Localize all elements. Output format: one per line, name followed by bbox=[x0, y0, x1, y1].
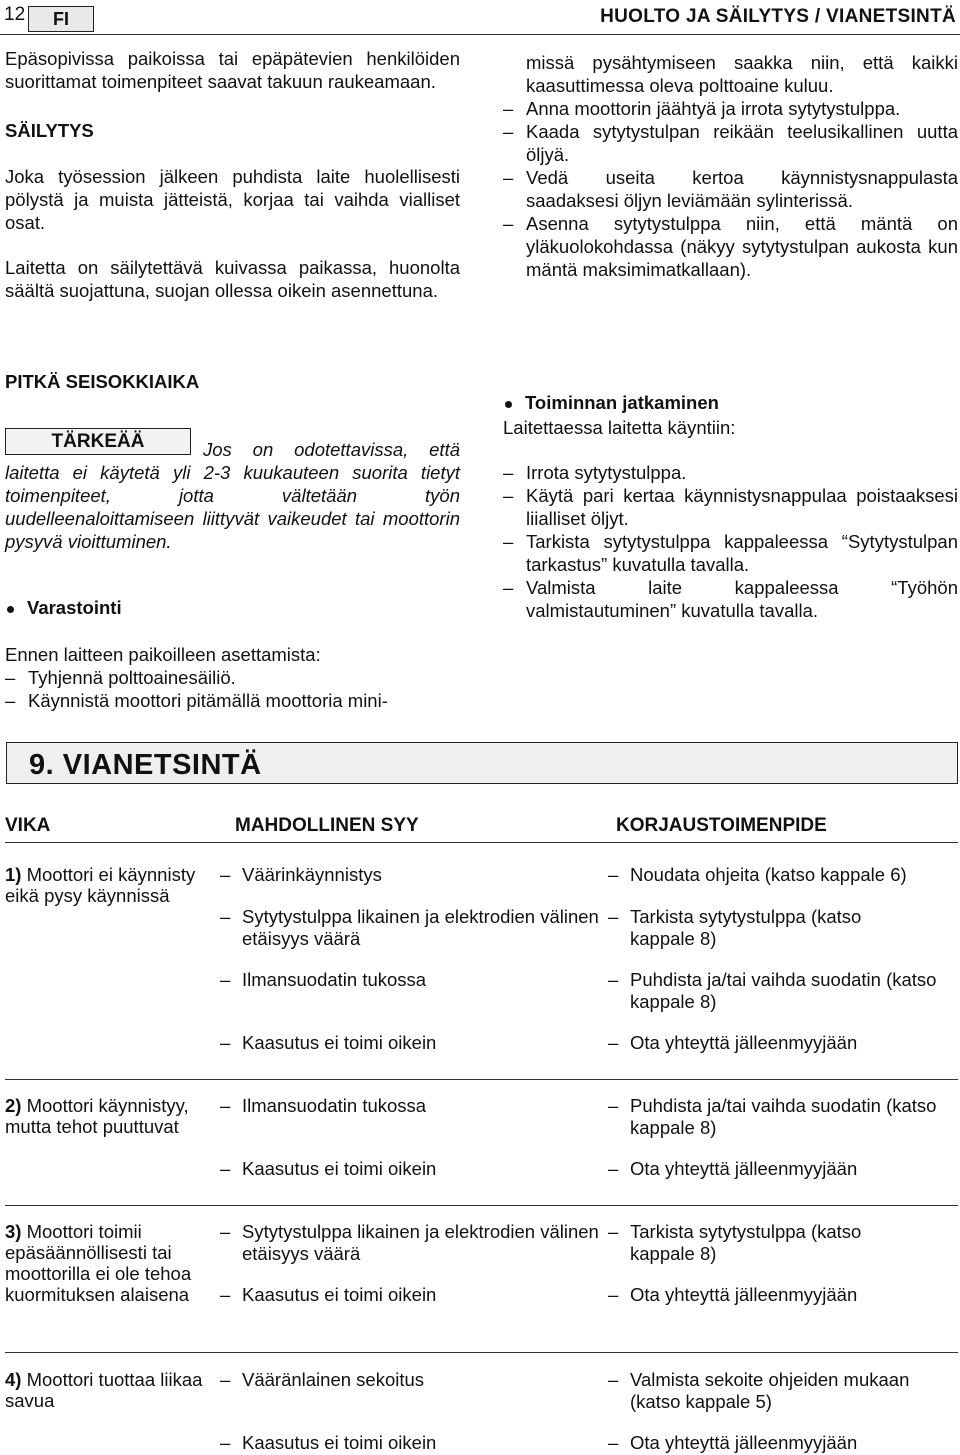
fault-1-cause-4: – Kaasutus ei toimi oikein bbox=[220, 1032, 612, 1054]
fault-1-fix-3: – Puhdista ja/tai vaihda suodatin (katso kappale 8) bbox=[608, 969, 950, 1012]
fault-4-cause-1: – Vääränlainen sekoitus bbox=[220, 1369, 612, 1391]
storing-heading: Varastointi bbox=[5, 597, 482, 619]
fault-1-cause-1: – Väärinkäynnistys bbox=[220, 864, 612, 886]
fault-number: 1) bbox=[5, 864, 22, 885]
fault-2-fix-1: – Puhdista ja/tai vaihda suodatin (katso kappale 8) bbox=[608, 1095, 950, 1138]
storage-continuation: missä pysähtymiseen saakka niin, että kaikki kaasuttimessa oleva polttoaine kuluu. bbox=[526, 52, 958, 96]
fault-number: 3) bbox=[5, 1221, 22, 1242]
fault-4-cause-2: – Kaasutus ei toimi oikein bbox=[220, 1432, 612, 1454]
fault-2-cause-2: – Kaasutus ei toimi oikein bbox=[220, 1158, 612, 1180]
long-storage-heading: PITKÄ SEISOKKIAIKA bbox=[5, 371, 200, 392]
important-text: Jos on odotettavissa, että laitetta ei käytetä yli 2-3 kuukauteen suorita tietyt toimenpiteet, jotta vältetään työn uudelleenaloittamiseen liittyvät vaikeudet tai moottorin pysyvä vioittuminen. bbox=[5, 439, 460, 552]
list-item: – Valmista laite kappaleessa “Työhön valmistautuminen” kuvatulla tavalla. bbox=[503, 576, 958, 622]
row-divider bbox=[5, 1205, 958, 1206]
header-rule bbox=[0, 34, 960, 35]
list-item: – Anna moottorin jäähtyä ja irrota sytytystulppa. bbox=[503, 97, 958, 120]
list-item: – Tarkista sytytystulppa kappaleessa “Sytytystulpan tarkastus” kuvatulla tavalla. bbox=[503, 530, 958, 576]
row-divider bbox=[5, 1352, 958, 1353]
list-item: – Irrota sytytystulppa. bbox=[503, 461, 958, 484]
storing-steps-list bbox=[5, 666, 460, 712]
table-header-rule bbox=[5, 842, 958, 843]
list-item: – Asenna sytytystulppa niin, että mäntä on yläkuolokohdassa (näkyy sytytystulpan aukosta kun mäntä maksimimatkallaan). bbox=[503, 212, 958, 281]
fault-2-fix-2: – Ota yhteyttä jälleenmyyjään bbox=[608, 1158, 960, 1180]
column-header-fix: KORJAUSTOIMENPIDE bbox=[616, 815, 827, 836]
storage-paragraph-2: Laitetta on säilytettävä kuivassa paikassa, huonolta säältä suojattuna, suojan ollessa oikein asennettuna. bbox=[5, 257, 460, 301]
column-header-cause: MAHDOLLINEN SYY bbox=[235, 815, 419, 836]
fault-3-fix-1: – Tarkista sytytystulppa (katso kappale 8) bbox=[608, 1221, 870, 1264]
storage-paragraph-1: Joka työsession jälkeen puhdista laite huolellisesti pölystä ja muista jätteistä, korjaa tai vaihda vialliset osat. bbox=[5, 166, 460, 233]
column-header-fault: VIKA bbox=[5, 815, 51, 836]
storage-heading: SÄILYTYS bbox=[5, 120, 94, 141]
row-divider bbox=[5, 1079, 958, 1080]
list-item: – Kaada sytytystulpan reikään teelusikallinen uutta öljyä. bbox=[503, 120, 958, 166]
fault-number: 2) bbox=[5, 1095, 22, 1116]
fault-text: Moottori toimii epäsäännöllisesti tai moottorilla ei ole tehoa kuormituksen alaisena bbox=[5, 1221, 192, 1305]
resume-steps-list bbox=[503, 461, 958, 622]
fault-1-cause-2: – Sytytystulppa likainen ja elektrodien välinen etäisyys väärä bbox=[220, 906, 612, 949]
fault-4 bbox=[5, 1369, 205, 1411]
fault-1 bbox=[5, 864, 205, 906]
language-badge: FI bbox=[28, 6, 94, 32]
fault-text: Moottori ei käynnisty eikä pysy käynnissä bbox=[5, 864, 196, 906]
storage-steps-list bbox=[503, 97, 958, 281]
fault-4-fix-1: – Valmista sekoite ohjeiden mukaan (katso kappale 5) bbox=[608, 1369, 960, 1412]
warranty-note: Epäsopivissa paikoissa tai epäpätevien henkilöiden suorittamat toimenpiteet saavat takuun raukeamaan. bbox=[5, 48, 460, 92]
fault-3-cause-2: – Kaasutus ei toimi oikein bbox=[220, 1284, 612, 1306]
fault-2 bbox=[5, 1095, 205, 1137]
fault-3 bbox=[5, 1221, 205, 1305]
running-title: HUOLTO JA SÄILYTYS / VIANETSINTÄ bbox=[600, 6, 956, 27]
page-number: 12 bbox=[4, 4, 26, 25]
storing-intro: Ennen laitteen paikoilleen asettamista: bbox=[5, 644, 321, 665]
list-item: – Vedä useita kertoa käynnistysnappulasta saadaksesi öljyn leviämään sylinterissä. bbox=[503, 166, 958, 212]
list-item: – Tyhjennä polttoainesäiliö. bbox=[5, 666, 460, 689]
fault-1-cause-3: – Ilmansuodatin tukossa bbox=[220, 969, 612, 991]
resume-heading: Toiminnan jatkaminen bbox=[503, 392, 960, 414]
fault-1-fix-2: – Tarkista sytytystulppa (katso kappale 8) bbox=[608, 906, 870, 949]
list-item: – Käytä pari kertaa käynnistysnappulaa poistaaksesi liialliset öljyt. bbox=[503, 484, 958, 530]
fault-4-fix-2: – Ota yhteyttä jälleenmyyjään bbox=[608, 1432, 960, 1454]
section-title: 9. VIANETSINTÄ bbox=[29, 749, 262, 781]
important-label: TÄRKEÄÄ bbox=[5, 428, 191, 455]
fault-1-fix-1: – Noudata ohjeita (katso kappale 6) bbox=[608, 864, 960, 886]
fault-text: Moottori käynnistyy, mutta tehot puuttuvat bbox=[5, 1095, 189, 1137]
resume-intro: Laitettaessa laitetta käyntiin: bbox=[503, 417, 736, 438]
fault-3-fix-2: – Ota yhteyttä jälleenmyyjään bbox=[608, 1284, 960, 1306]
fault-2-cause-1: – Ilmansuodatin tukossa bbox=[220, 1095, 612, 1117]
fault-1-fix-4: – Ota yhteyttä jälleenmyyjään bbox=[608, 1032, 960, 1054]
fault-number: 4) bbox=[5, 1369, 22, 1390]
fault-3-cause-1: – Sytytystulppa likainen ja elektrodien välinen etäisyys väärä bbox=[220, 1221, 612, 1264]
section-title-box bbox=[6, 742, 958, 784]
list-item: – Käynnistä moottori pitämällä moottoria mini- bbox=[5, 689, 460, 712]
fault-text: Moottori tuottaa liikaa savua bbox=[5, 1369, 203, 1411]
